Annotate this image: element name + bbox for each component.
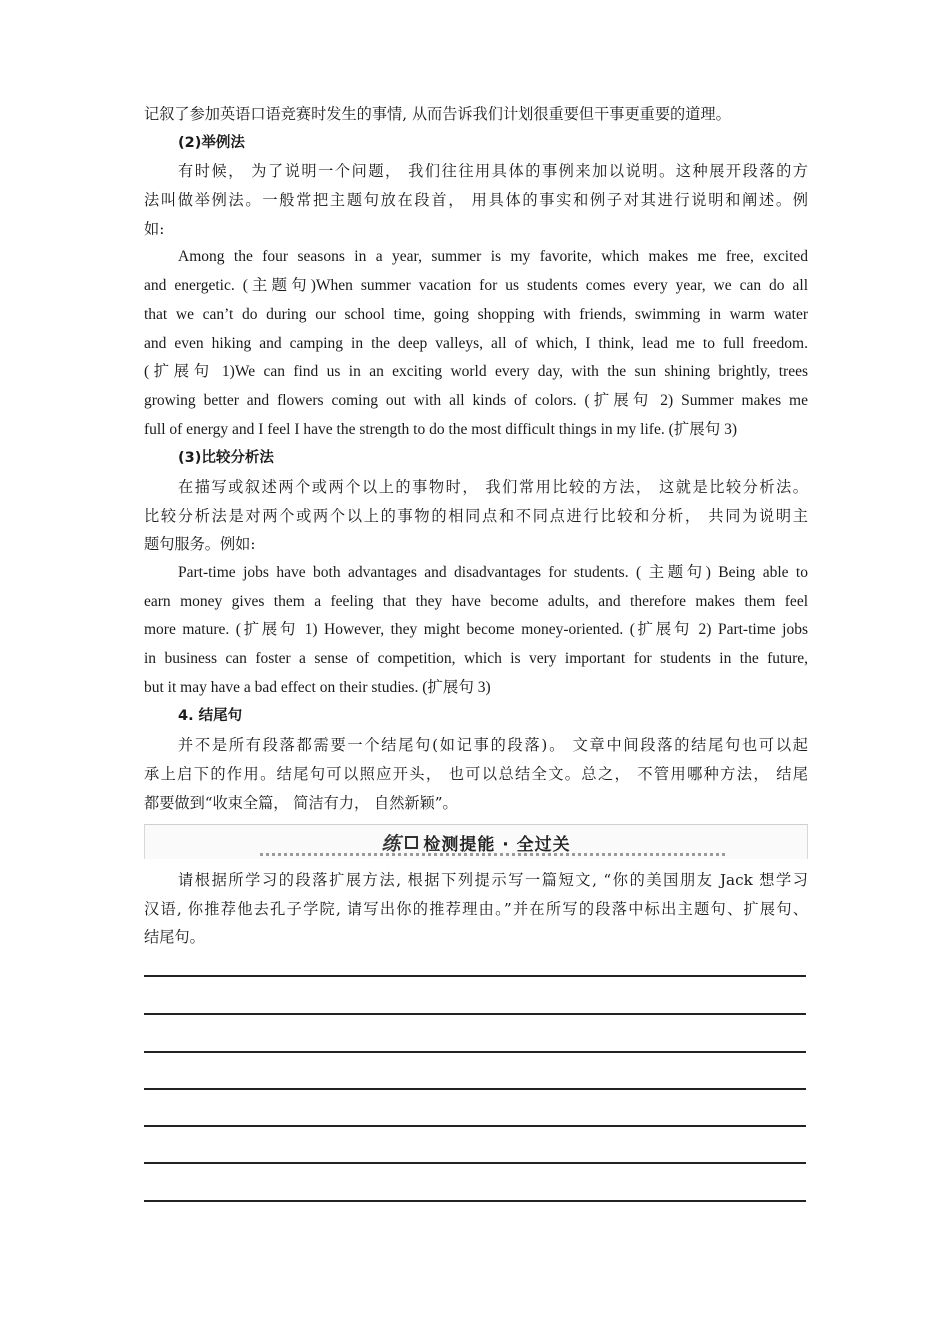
example-line: full of energy and I feel I have the strength to do the most difficult things in my life. (扩展句 3) [144,420,738,438]
square-icon [405,836,418,849]
example-line: and even hiking and camping in the deep valleys, all of which, I think, lead me to full freedom. [144,334,808,352]
paragraph-line: 有时候， 为了说明一个问题， 我们往往用具体的事例来加以说明。这种展开段落的方 [178,162,808,181]
example-line: and energetic. (主题句)When summer vacation for us students comes every year, we can do all [144,277,808,295]
section-heading-comparison: (3)比较分析法 [178,450,274,467]
example-line: Among the four seasons in a year, summer is my favorite, which makes me free, excited [178,248,808,266]
section-heading-closing: 4. 结尾句 [178,708,243,725]
answer-line[interactable] [144,975,806,977]
example-line: but it may have a bad effect on their studies. (扩展句 3) [144,678,491,696]
example-line: in business can foster a sense of competition, which is very important for students in the future, [144,650,808,668]
paragraph-line: 都要做到“收束全篇， 简洁有力， 自然新颖”。 [144,793,458,812]
dotted-divider [260,853,725,856]
paragraph-line: 比较分析法是对两个或两个以上的事物的相同点和不同点进行比较和分析， 共同为说明主 [144,506,808,525]
practice-banner [144,824,808,859]
example-line: more mature. (扩展句 1) However, they might become money-oriented. (扩展句 2) Part-time jobs [144,621,808,639]
task-line: 汉语, 你推荐他去孔子学院, 请写出你的推荐理由。”并在所写的段落中标出主题句、扩展句、 [144,899,808,918]
answer-line[interactable] [144,1125,806,1127]
paragraph-line: 法叫做举例法。一般常把主题句放在段首， 用具体的事实和例子对其进行说明和阐述。例 [144,191,808,210]
writing-task [144,866,808,952]
task-line: 结尾句。 [144,928,205,947]
answer-line[interactable] [144,1051,806,1053]
example-line: Part-time jobs have both advantages and disadvantages for students. ( 主题句) Being able to [178,564,808,581]
example-line: growing better and flowers coming out with all kinds of colors. (扩展句 2) Summer makes me [144,391,808,409]
paragraph-line: 题句服务。例如: [144,535,256,554]
section-heading-examples: (2)举例法 [178,134,245,151]
paragraph-line: 如: [144,219,165,238]
task-line: 请根据所学习的段落扩展方法, 根据下列提示写一篇短文, “你的美国朋友 Jack 想学习 [178,871,808,889]
answer-line[interactable] [144,1162,806,1164]
document-body [144,100,808,817]
banner-title [145,829,807,856]
banner-title-text: 检测提能 · 全过关 [423,835,571,855]
answer-line[interactable] [144,1200,806,1202]
answer-line[interactable] [144,1013,806,1015]
paragraph-line: 承上启下的作用。结尾句可以照应开头， 也可以总结全文。总之， 不管用哪种方法， 结尾 [144,764,808,783]
example-line: (扩展句 1)We can find us in an exciting world every day, with the sun shining brightly, trees [144,363,808,381]
paragraph-line: 并不是所有段落都需要一个结尾句(如记事的段落)。 文章中间段落的结尾句也可以起 [178,736,808,755]
example-line: earn money gives them a feeling that they have become adults, and therefore makes them feel [144,592,808,610]
paragraph-line: 在描写或叙述两个或两个以上的事物时， 我们常用比较的方法， 这就是比较分析法。 [178,477,808,496]
example-line: that we can’t do during our school time, going shopping with friends, swimming in warm water [144,305,808,323]
answer-line[interactable] [144,1088,806,1090]
paragraph-line: 记叙了参加英语口语竞赛时发生的事情, 从而告诉我们计划很重要但干事更重要的道理。 [144,105,731,123]
banner-mark: 练 [381,833,402,855]
